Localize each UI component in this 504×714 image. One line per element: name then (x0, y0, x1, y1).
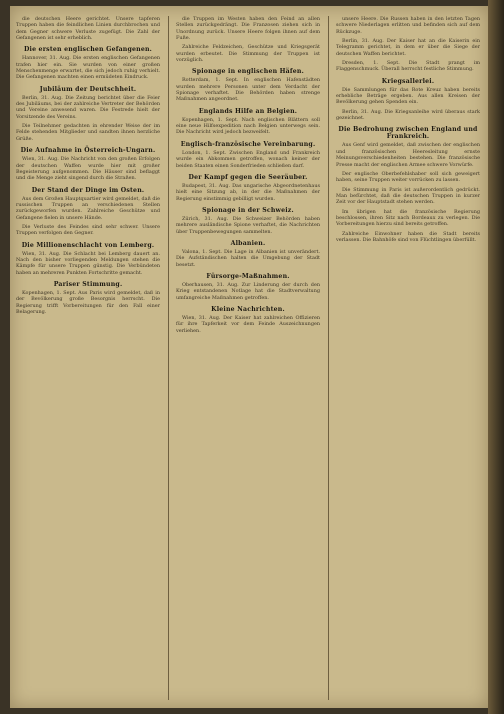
column-divider (168, 16, 169, 700)
article-paragraph: Berlin, 31. Aug. Die Kriegsanleihe wird überaus stark gezeichnet. (336, 108, 480, 122)
article-paragraph: Die Teilnehmer gedachten in ehrender Weise der im Felde stehenden Mitglieder und sandten ihnen herzliche Grüße. (16, 123, 160, 142)
article-paragraph: Zahlreiche Feldzeichen, Geschütze und Kriegsgerät wurden erbeutet. Die Stimmung der Truppen ist vorzüglich. (176, 44, 320, 64)
article-heading: Kleine Nachrichten. (211, 305, 285, 313)
article-heading: Englisch-französische Vereinbarung. (180, 140, 316, 148)
article-paragraph: Berlin, 31. Aug. Der Kaiser hat an die Kaiserin ein Telegramm gerichtet, in dem er über die Siege der deutschen Waffen berichtet. (336, 38, 480, 57)
article-heading: Englands Hilfe an Belgien. (198, 107, 298, 115)
article-paragraph: Kopenhagen, 1. Sept. Nach englischen Blättern soll eine neue Hilfsexpedition nach Belgien unterwegs sein. Die Nachricht wird jedoch bezweifelt. (176, 116, 320, 136)
article-paragraph: Zürich, 31. Aug. Die Schweizer Behörden haben mehrere ausländische Spione verhaftet, die Nachrichten über Truppenbewegungen sammelten. (176, 215, 320, 235)
article-paragraph: Aus Genf wird gemeldet, daß zwischen der englischen und französischen Heeresleitung ernste Meinungsverschiedenheiten bestehen. Die französische Presse macht der englischen Armee schwere Vorwürfe. (336, 142, 480, 168)
article-heading: Die Millionenschlacht von Lemberg. (21, 241, 155, 249)
article-heading: Jubiläum der Deutschheit. (39, 85, 137, 93)
article-paragraph: Budapest, 31. Aug. Das ungarische Abgeordnetenhaus hielt eine Sitzung ab, in der die Maßnahmen der Regierung einstimmig gebilligt wurden. (176, 182, 320, 202)
article-paragraph: Zahlreiche Einwohner haben die Stadt bereits verlassen. Die Bahnhöfe sind von Flüchtlingen überfüllt. (336, 230, 480, 243)
column-1 (16, 16, 160, 700)
article-heading: Pariser Stimmung. (53, 280, 123, 288)
article-paragraph: Oberhausen, 31. Aug. Zur Linderung der durch den Krieg entstandenen Notlage hat die Stadtverwaltung umfangreiche Maßnahmen getroffen. (176, 281, 320, 301)
article-paragraph: die deutschen Heere gerichtet. Unsere tapferen Truppen haben die feindlichen Linien durchbrochen und dem Gegner schwere Verluste zugefügt. Die Zahl der Gefangenen ist sehr erheblich. (16, 16, 160, 42)
article-heading: Spionage in englischen Häfen. (192, 68, 304, 76)
column-2 (176, 16, 320, 700)
article-heading: Die Aufnahme in Österreich-Ungarn. (20, 147, 156, 155)
article-paragraph: Wien, 31. Aug. Die Schlacht bei Lemberg dauert an. Nach den bisher vorliegenden Meldungen stehen die Kämpfe für unsere Truppen günstig. Die Verbündeten haben an mehreren Punkten Fortschritte gemacht. (16, 250, 160, 276)
article-paragraph: Valona, 1. Sept. Die Lage in Albanien ist unverändert. Die Aufständischen halten die Umgebung der Stadt besetzt. (176, 248, 320, 268)
article-heading: Der Kampf gegen die Seeräuber. (188, 173, 308, 181)
article-heading: Albanien. (230, 239, 266, 247)
article-paragraph: Im übrigen hat die französische Regierung beschlossen, ihren Sitz nach Bordeaux zu verlegen. Die Vorbereitungen hierzu sind bereits getroffen. (336, 208, 480, 228)
article-heading: Fürsorge-Maßnahmen. (206, 272, 290, 280)
article-paragraph: Hannover, 31. Aug. Die ersten englischen Gefangenen trafen hier ein. Sie wurden von einer großen Menschenmenge erwartet, die sich jedoch ruhig verhielt. Die Gefangenen machten einen ermüdeten Eindruck. (16, 55, 160, 81)
article-paragraph: Rotterdam, 1. Sept. In englischen Hafenstädten wurden mehrere Personen unter dem Verdacht der Spionage verhaftet. Die Behörden haben strenge Maßnahmen angeordnet. (176, 77, 320, 103)
newspaper-page (10, 6, 488, 708)
article-paragraph: Die Verluste des Feindes sind sehr schwer. Unsere Truppen verfolgen den Gegner. (16, 223, 160, 237)
article-heading: Der Stand der Dinge im Osten. (31, 186, 145, 194)
article-paragraph: die Truppen im Westen haben den Feind an allen Stellen zurückgedrängt. Die Franzosen ziehen sich in Unordnung zurück. Unsere Heere folgen ihnen auf dem Fuße. (176, 16, 320, 42)
article-paragraph: Der englische Oberbefehlshaber soll sich geweigert haben, seine Truppen weiter vorrücken zu lassen. (336, 170, 480, 184)
column-3 (336, 16, 480, 700)
article-paragraph: Aus dem Großen Hauptquartier wird gemeldet, daß die russischen Truppen an verschiedenen Stellen zurückgeworfen wurden. Zahlreiche Geschütze und Gefangene fielen in unsere Hände. (16, 195, 160, 221)
book-spine (488, 0, 504, 714)
article-heading: Spionage in der Schweiz. (202, 206, 294, 214)
article-heading: Kriegsallerlei. (381, 77, 435, 85)
article-paragraph: Wien, 31. Aug. Die Nachricht von den großen Erfolgen der deutschen Waffen wurde hier mit großer Begeisterung aufgenommen. Die Häuser sind beflaggt und die Menge zieht singend durch die Straßen. (16, 156, 160, 182)
article-paragraph: London, 1. Sept. Zwischen England und Frankreich wurde ein Abkommen getroffen, wonach keiner der beiden Staaten einen Sonderfrieden schließen darf. (176, 149, 320, 169)
article-paragraph: unsere Heere. Die Russen haben in den letzten Tagen schwere Niederlagen erlitten und befinden sich auf dem Rückzuge. (336, 16, 480, 35)
article-heading: Die ersten englischen Gefangenen. (23, 46, 153, 54)
article-paragraph: Berlin, 31. Aug. Die Zeitung berichtet über die Feier des Jubiläums, bei der zahlreiche Vertreter der Behörden und Vereine anwesend waren. Die Festrede hielt der Vorsitzende des Vereins. (16, 94, 160, 120)
article-heading: Die Bedrohung zwischen England und Frankreich. (338, 126, 478, 141)
article-paragraph: Kopenhagen, 1. Sept. Aus Paris wird gemeldet, daß in der Bevölkerung große Besorgnis herrscht. Die Regierung trifft Vorbereitungen für den Fall einer Belagerung. (16, 289, 160, 315)
article-paragraph: Die Sammlungen für das Rote Kreuz haben bereits erhebliche Beträge ergeben. Aus allen Kreisen der Bevölkerung gehen Spenden ein. (336, 86, 480, 106)
column-divider (328, 16, 329, 700)
article-paragraph: Die Stimmung in Paris ist außerordentlich gedrückt. Man befürchtet, daß die deutschen Truppen in kurzer Zeit vor der Hauptstadt stehen werden. (336, 186, 480, 206)
article-paragraph: Wien, 31. Aug. Der Kaiser hat zahlreichen Offizieren für ihre Tapferkeit vor dem Feinde Auszeichnungen verliehen. (176, 314, 320, 334)
article-paragraph: Dresden, 1. Sept. Die Stadt prangt im Flaggenschmuck. Überall herrscht festliche Stimmung. (336, 60, 480, 73)
